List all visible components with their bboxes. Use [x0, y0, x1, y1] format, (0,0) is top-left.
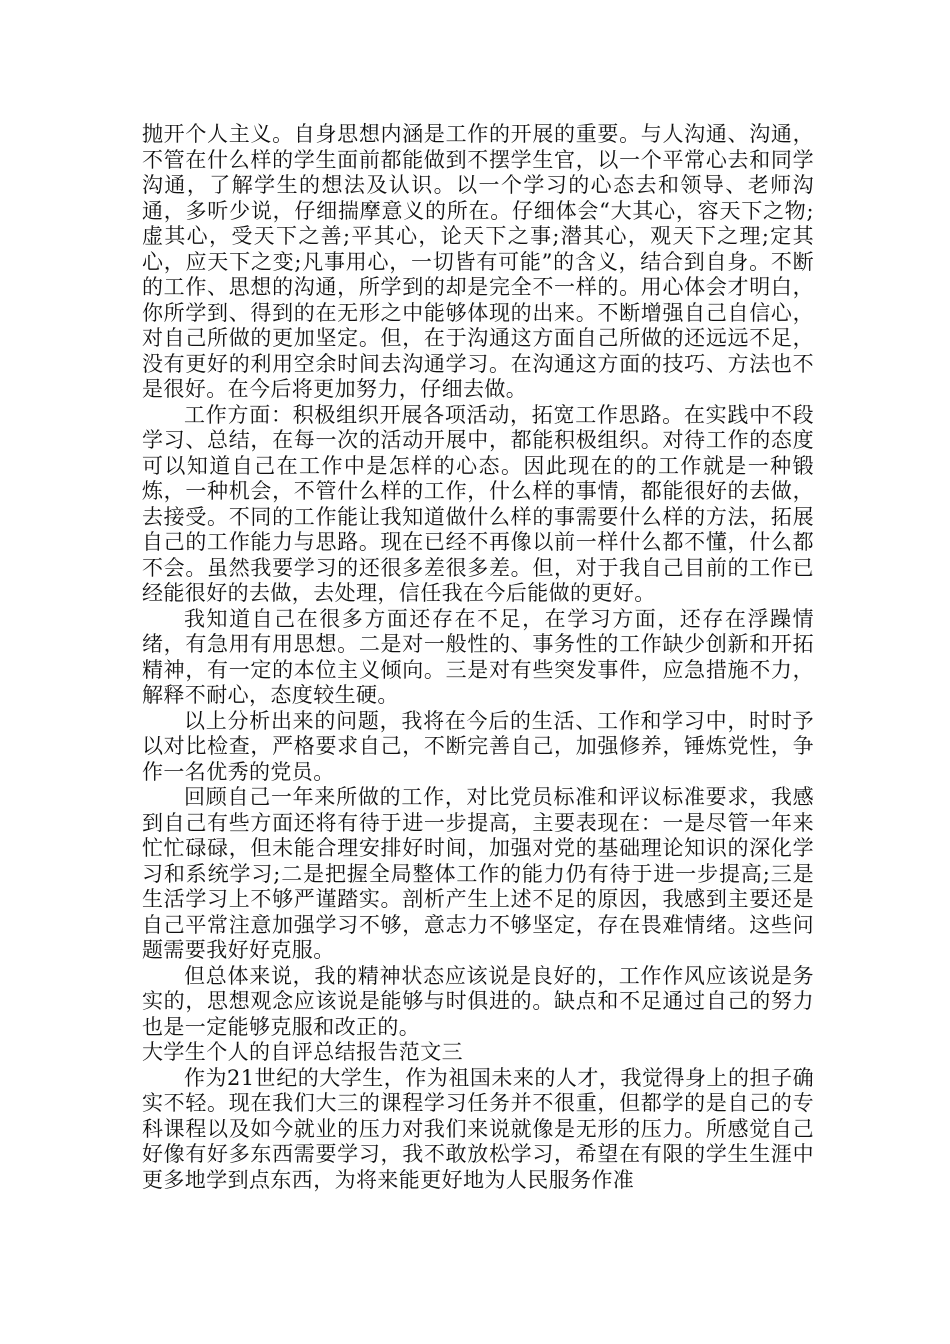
paragraph-review: 回顾自己一年来所做的工作，对比党员标准和评议标准要求，我感到自己有些方面还将有待于进一步提高，主要表现在：一是尽管一年来忙忙碌碌，但未能合理安排好时间，加强对党的基础理论知识的深化学习和系统学习;二是把握全局整体工作的能力仍有待于进一步提高;三是生活学习上不够严谨踏实。剖析产生上述不足的原因，我感到主要还是自己平常注意加强学习不够，意志力不够坚定，存在畏难情绪。这些问题需要我好好克服。	[142, 785, 814, 962]
paragraph-work: 工作方面：积极组织开展各项活动，拓宽工作思路。在实践中不段学习、总结，在每一次的活动开展中，都能积极组织。对待工作的态度可以知道自己在工作中是怎样的心态。因此现在的的工作就是一种锻炼，一种机会，不管什么样的工作，什么样的事情，都能很好的去做，去接受。不同的工作能让我知道做什么样的事需要什么样的方法，拓展自己的工作能力与思路。现在已经不再像以前一样什么都不懂，什么都不会。虽然我要学习的还很多差很多差。但，对于我自己目前的工作已经能很好的去做，去处理，信任我在今后能做的更好。	[142, 402, 814, 605]
paragraph-improvement: 以上分析出来的问题，我将在今后的生活、工作和学习中，时时予以对比检查，严格要求自己，不断完善自己，加强修养，锤炼党性，争作一名优秀的党员。	[142, 708, 814, 784]
paragraph-summary: 但总体来说，我的精神状态应该说是良好的，工作作风应该说是务实的，思想观念应该说是能够与时俱进的。缺点和不足通过自己的努力也是一定能够克服和改正的。	[142, 963, 814, 1039]
section-heading: 大学生个人的自评总结报告范文三	[142, 1040, 463, 1064]
paragraph-section-three: 作为21世纪的大学生，作为祖国未来的人才，我觉得身上的担子确实不轻。现在我们大三的课程学习任务并不很重，但都学的是自己的专科课程以及如今就业的压力对我们来说就像是无形的压力。所感觉自己好像有好多东西需要学习，我不敢放松学习，希望在有限的学生生涯中更多地学到点东西，为将来能更好地为人民服务作准	[142, 1065, 814, 1192]
paragraph-shortcomings: 我知道自己在很多方面还存在不足，在学习方面，还存在浮躁情绪，有急用有用思想。二是对一般性的、事务性的工作缺少创新和开拓精神，有一定的本位主义倾向。三是对有些突发事件，应急措施不力，解释不耐心，态度较生硬。	[142, 606, 814, 707]
paragraph-communication: 抛开个人主义。自身思想内涵是工作的开展的重要。与人沟通、沟通，不管在什么样的学生面前都能做到不摆学生官，以一个平常心去和同学沟通，了解学生的想法及认识。以一个学习的心态去和领导、老师沟通，多听少说，仔细揣摩意义的所在。仔细体会“大其心，容天下之物;虚其心，受天下之善;平其心，论天下之事;潜其心，观天下之理;定其心，应天下之变;凡事用心，一切皆有可能”的含义，结合到自身。不断的工作、思想的沟通，所学到的却是完全不一样的。用心体会才明白，你所学到、得到的在无形之中能够体现的出来。不断增强自己自信心，对自己所做的更加坚定。但，在于沟通这方面自己所做的还远远不足，没有更好的利用空余时间去沟通学习。在沟通这方面的技巧、方法也不是很好。在今后将更加努力，仔细去做。	[142, 122, 814, 401]
document-page	[142, 122, 814, 1193]
